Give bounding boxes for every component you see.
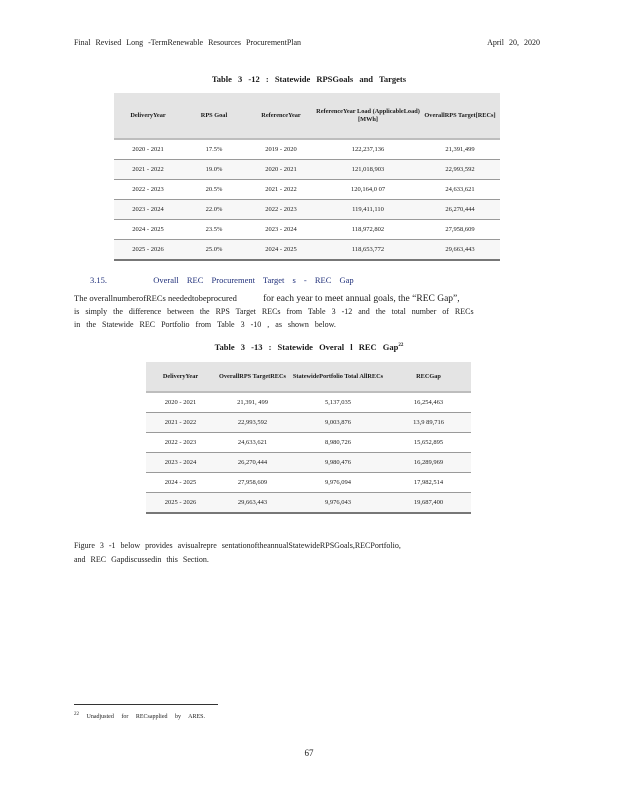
table-cell: 5,137,035 — [290, 392, 386, 413]
table-cell: 24,633,621 — [215, 433, 290, 453]
table-cell: 2024 - 2025 — [246, 240, 316, 261]
table-cell: 2022 - 2023 — [114, 180, 182, 200]
table-row — [146, 433, 471, 453]
footnote-divider — [74, 704, 218, 705]
col-reference-load: ReferenceYear Load (ApplicableLoad) [MWh] — [316, 93, 420, 139]
table-row — [146, 453, 471, 473]
table-cell: 27,958,609 — [420, 220, 500, 240]
paragraph-line-1 — [74, 293, 552, 304]
col-rec-gap: RECGap — [386, 362, 471, 392]
table-row — [114, 180, 500, 200]
table-row — [114, 139, 500, 160]
table-cell: 2020 - 2021 — [246, 160, 316, 180]
table-3-13-body — [146, 392, 471, 513]
table-cell: 9,976,094 — [290, 473, 386, 493]
table-row — [146, 392, 471, 413]
table-cell: 19.0% — [182, 160, 246, 180]
footnote-text: Unadjusted for RECsapplied by ARES. — [86, 714, 205, 720]
table-cell: 20.5% — [182, 180, 246, 200]
paragraph-line-3: in the Statewide REC Portfolio from Table 3 -10 , as shown below. — [74, 320, 336, 329]
table-cell: 26,270,444 — [215, 453, 290, 473]
table-row — [146, 413, 471, 433]
figure-paragraph-line-1: Figure 3 -1 below provides avisualrepre sentationoftheannualStatewideRPSGoals,RECPortfolio, — [74, 541, 401, 550]
table-cell: 120,164,0 07 — [316, 180, 420, 200]
table-cell: 22,993,592 — [215, 413, 290, 433]
section-number: 3.15. — [90, 275, 107, 285]
col-delivery-year: DeliveryYear — [146, 362, 215, 392]
table-3-12-caption: Table 3 -12 : Statewide RPSGoals and Targets — [211, 74, 407, 84]
table-cell: 17,982,514 — [386, 473, 471, 493]
table-cell: 9,976,043 — [290, 493, 386, 514]
col-overall-rps-target: OverallRPS Target[RECs] — [420, 93, 500, 139]
section-title: Overall REC Procurement Target s - REC Gap — [153, 275, 354, 285]
table-cell: 13,9 89,716 — [386, 413, 471, 433]
table-cell: 15,652,895 — [386, 433, 471, 453]
table-3-13-header-row — [146, 362, 471, 392]
table-row — [146, 473, 471, 493]
table-3-13-caption — [0, 342, 618, 352]
table-cell: 8,980,726 — [290, 433, 386, 453]
section-heading — [90, 275, 354, 285]
table-cell: 29,663,443 — [215, 493, 290, 514]
footnote-marker: 22 — [74, 712, 79, 717]
table-row — [114, 160, 500, 180]
table-cell: 2020 - 2021 — [114, 139, 182, 160]
footnote — [74, 712, 205, 720]
col-reference-year: ReferenceYear — [246, 93, 316, 139]
table-row — [114, 200, 500, 220]
table-cell: 2020 - 2021 — [146, 392, 215, 413]
table-cell: 26,270,444 — [420, 200, 500, 220]
table-cell: 2023 - 2024 — [146, 453, 215, 473]
table-cell: 9,003,876 — [290, 413, 386, 433]
table-row — [114, 220, 500, 240]
table-cell: 29,663,443 — [420, 240, 500, 261]
table-3-13-footnote-ref[interactable]: 22 — [398, 343, 404, 349]
table-row — [146, 493, 471, 514]
table-cell: 2021 - 2022 — [114, 160, 182, 180]
table-cell: 22.0% — [182, 200, 246, 220]
table-3-12 — [114, 93, 500, 261]
table-3-13-caption-text: Table 3 -13 : Statewide Overal l REC Gap — [214, 342, 399, 352]
table-3-12-body — [114, 139, 500, 260]
table-cell: 2025 - 2026 — [114, 240, 182, 261]
paragraph-line-1a: The overallnumberofRECs neededtobeprocured — [74, 293, 237, 303]
table-3-13 — [146, 362, 471, 514]
table-cell: 25.0% — [182, 240, 246, 261]
table-cell: 16,289,969 — [386, 453, 471, 473]
table-cell: 2023 - 2024 — [114, 200, 182, 220]
table-cell: 2022 - 2023 — [146, 433, 215, 453]
table-cell: 118,653,772 — [316, 240, 420, 261]
table-cell: 2019 - 2020 — [246, 139, 316, 160]
table-row — [114, 240, 500, 261]
table-cell: 16,254,463 — [386, 392, 471, 413]
table-cell: 2024 - 2025 — [146, 473, 215, 493]
page-number: 67 — [304, 748, 314, 758]
col-statewide-portfolio-total: StatewidePortfolio Total AllRECs — [290, 362, 386, 392]
running-header-date: April 20, 2020 — [487, 38, 540, 47]
table-cell: 2023 - 2024 — [246, 220, 316, 240]
table-cell: 122,237,136 — [316, 139, 420, 160]
paragraph-line-2: is simply the difference between the RPS Target RECs from Table 3 -12 and the total number of RECs — [74, 307, 474, 316]
table-cell: 118,972,802 — [316, 220, 420, 240]
table-cell: 2021 - 2022 — [246, 180, 316, 200]
table-cell: 121,018,903 — [316, 160, 420, 180]
table-cell: 21,391,499 — [420, 139, 500, 160]
figure-paragraph-line-2: and REC Gapdiscussedin this Section. — [74, 555, 209, 564]
table-cell: 2024 - 2025 — [114, 220, 182, 240]
table-cell: 19,687,400 — [386, 493, 471, 514]
table-cell: 9,980,476 — [290, 453, 386, 473]
table-cell: 24,633,621 — [420, 180, 500, 200]
table-cell: 119,411,110 — [316, 200, 420, 220]
table-cell: 17.5% — [182, 139, 246, 160]
table-cell: 21,391, 499 — [215, 392, 290, 413]
col-delivery-year: DeliveryYear — [114, 93, 182, 139]
col-overall-rps-target-recs: OverallRPS TargetRECs — [215, 362, 290, 392]
table-cell: 23.5% — [182, 220, 246, 240]
paragraph-line-1b: for each year to meet annual goals, the “REC Gap”, — [263, 294, 460, 304]
table-cell: 2025 - 2026 — [146, 493, 215, 514]
col-rps-goal: RPS Goal — [182, 93, 246, 139]
table-cell: 2021 - 2022 — [146, 413, 215, 433]
table-3-12-header-row — [114, 93, 500, 139]
table-cell: 27,958,609 — [215, 473, 290, 493]
running-header-title: Final Revised Long -TermRenewable Resources ProcurementPlan — [74, 38, 302, 47]
table-cell: 2022 - 2023 — [246, 200, 316, 220]
table-cell: 22,993,592 — [420, 160, 500, 180]
